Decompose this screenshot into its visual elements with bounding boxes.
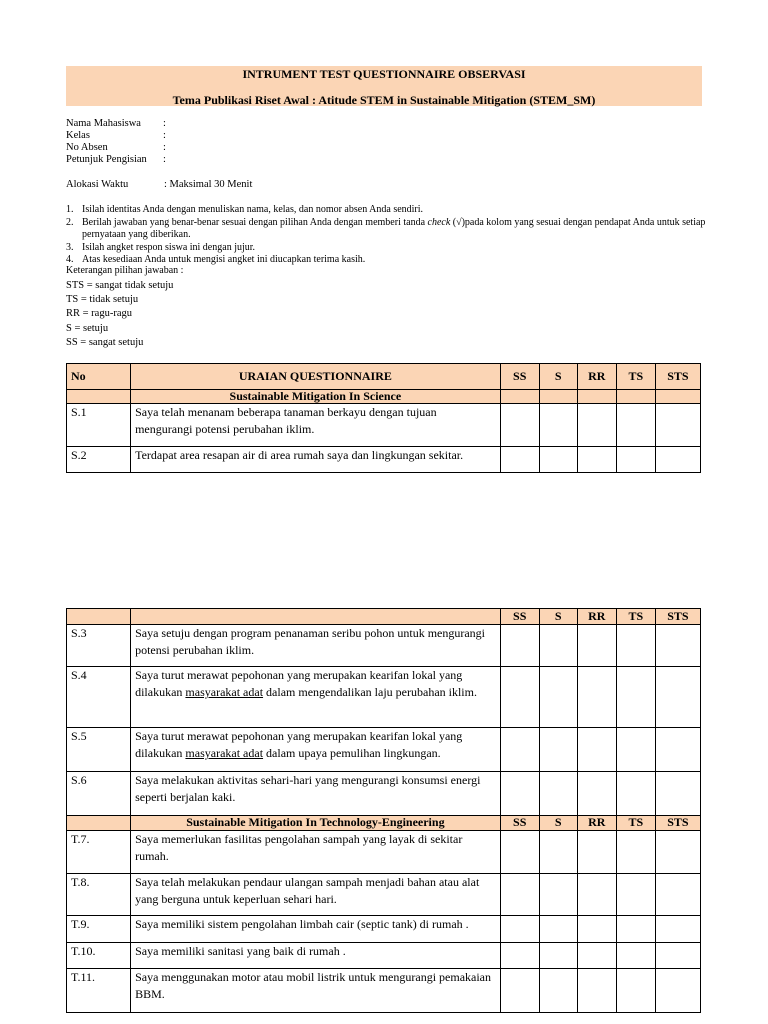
identity-colon: :	[163, 118, 166, 129]
col-header-rr: RR	[577, 609, 616, 625]
answer-cell-sts[interactable]	[655, 728, 700, 772]
table-row	[67, 874, 701, 916]
answer-cell-sts[interactable]	[655, 667, 700, 728]
answer-cell-ts[interactable]	[616, 447, 655, 473]
table-header-row	[67, 609, 701, 625]
table-row	[67, 969, 701, 1013]
col-header-rr: RR	[577, 816, 616, 831]
answer-cell-ss[interactable]	[500, 728, 539, 772]
answer-cell-s[interactable]	[539, 969, 577, 1013]
section-row	[67, 816, 701, 831]
answer-cell-ss[interactable]	[500, 667, 539, 728]
answer-cell-ss[interactable]	[500, 831, 539, 874]
row-statement: Saya telah melakukan pendaur ulangan sampah menjadi bahan atau alat yang berguna untuk keperluan sehari hari.	[131, 874, 501, 916]
answer-cell-ts[interactable]	[616, 874, 655, 916]
answer-cell-rr[interactable]	[577, 969, 616, 1013]
answer-cell-sts[interactable]	[655, 404, 700, 447]
answer-cell-ts[interactable]	[616, 667, 655, 728]
col-header-description: URAIAN QUESTIONNAIRE	[131, 364, 501, 390]
answer-cell-rr[interactable]	[577, 943, 616, 969]
answer-cell-rr[interactable]	[577, 667, 616, 728]
legend-item: S = setuju	[66, 323, 109, 334]
section-empty-cell	[67, 390, 131, 404]
questionnaire-table-1	[66, 363, 701, 473]
col-header-s: S	[539, 609, 577, 625]
row-number: T.8.	[67, 874, 131, 916]
row-number: S.4	[67, 667, 131, 728]
answer-cell-ss[interactable]	[500, 943, 539, 969]
col-header-sts: STS	[655, 816, 700, 831]
answer-cell-ss[interactable]	[500, 404, 539, 447]
col-header-no: No	[67, 364, 131, 390]
questionnaire-table-2	[66, 608, 701, 1013]
answer-cell-ts[interactable]	[616, 404, 655, 447]
col-header-rr: RR	[577, 364, 616, 390]
identity-field-class	[66, 130, 166, 142]
instruction-number: 2.	[66, 216, 74, 228]
row-number: T.10.	[67, 943, 131, 969]
legend-item: STS = sangat tidak setuju	[66, 280, 174, 291]
section-empty-cell	[655, 390, 700, 404]
allocation-label: Alokasi Waktu	[66, 179, 129, 190]
instruction-number: 1.	[66, 204, 74, 215]
answer-cell-sts[interactable]	[655, 831, 700, 874]
row-statement: Saya telah menanam beberapa tanaman berkayu dengan tujuan mengurangi potensi perubahan iklim.	[131, 404, 501, 447]
statement-part: Saya turut merawat pepohonan yang merupakan kearifan lokal yang dilakukan	[135, 668, 463, 699]
document-header	[66, 66, 702, 106]
section-empty-cell	[616, 390, 655, 404]
answer-cell-ts[interactable]	[616, 625, 655, 667]
table-row	[67, 404, 701, 447]
row-statement: Saya memiliki sanitasi yang baik di rumah .	[131, 943, 501, 969]
legend-item: SS = sangat setuju	[66, 337, 144, 348]
table-row	[67, 772, 701, 816]
section-title: Sustainable Mitigation In Technology-Engineering	[131, 816, 501, 831]
answer-cell-rr[interactable]	[577, 447, 616, 473]
col-header-sts: STS	[655, 609, 700, 625]
instruction-item	[66, 242, 706, 255]
identity-label: No Absen	[66, 142, 108, 153]
col-header-ts: TS	[616, 609, 655, 625]
answer-cell-s[interactable]	[539, 831, 577, 874]
header-empty-cell	[131, 609, 501, 625]
identity-field-name	[66, 118, 166, 130]
row-statement: Terdapat area resapan air di area rumah saya dan lingkungan sekitar.	[131, 447, 501, 473]
instruction-text: Isilah identitas Anda dengan menuliskan nama, kelas, dan nomor absen Anda sendiri.	[82, 204, 424, 215]
identity-colon: :	[163, 142, 166, 153]
row-number: S.1	[67, 404, 131, 447]
answer-cell-ss[interactable]	[500, 772, 539, 816]
instruction-item	[66, 204, 706, 217]
answer-cell-s[interactable]	[539, 447, 577, 473]
answer-cell-sts[interactable]	[655, 943, 700, 969]
table-row	[67, 728, 701, 772]
answer-cell-sts[interactable]	[655, 874, 700, 916]
instruction-number: 3.	[66, 241, 74, 253]
answer-cell-sts[interactable]	[655, 772, 700, 816]
instruction-text-part: (√)pada kolom yang sesuai dengan pendapat Anda untuk setiap pernyataan yang diberikan.	[82, 216, 706, 241]
allocation-value: : Maksimal 30 Menit	[164, 179, 253, 190]
statement-underlined: masyarakat adat	[185, 746, 264, 760]
row-number: S.2	[67, 447, 131, 473]
instruction-text-part: Berilah jawaban yang benar-benar sesuai dengan pilihan Anda dengan memberi tanda	[82, 216, 428, 228]
statement-part: dalam mengendalikan laju perubahan iklim.	[263, 685, 477, 699]
col-header-ss: SS	[500, 609, 539, 625]
row-statement: Saya memiliki sistem pengolahan limbah cair (septic tank) di rumah .	[131, 916, 501, 943]
section-empty-cell	[500, 390, 539, 404]
identity-label: Nama Mahasiswa	[66, 118, 141, 129]
row-statement: Saya setuju dengan program penanaman seribu pohon untuk mengurangi potensi perubahan iklim.	[131, 625, 501, 667]
section-row	[67, 390, 701, 404]
row-statement	[131, 667, 501, 728]
answer-cell-rr[interactable]	[577, 404, 616, 447]
document-subtitle: Tema Publikasi Riset Awal : Atitude STEM in Sustainable Mitigation (STEM_SM)	[172, 93, 596, 107]
statement-part: Saya turut merawat pepohonan yang merupakan kearifan lokal yang dilakukan	[135, 729, 463, 760]
answer-cell-sts[interactable]	[655, 916, 700, 943]
instruction-text: Isilah angket respon siswa ini dengan jujur.	[82, 241, 256, 253]
identity-label: Petunjuk Pengisian	[66, 154, 147, 165]
answer-cell-ts[interactable]	[616, 772, 655, 816]
identity-field-instructions	[66, 154, 166, 166]
answer-cell-s[interactable]	[539, 728, 577, 772]
identity-colon: :	[163, 130, 166, 141]
instruction-text	[82, 217, 706, 242]
answer-cell-rr[interactable]	[577, 874, 616, 916]
row-number: S.5	[67, 728, 131, 772]
col-header-sts: STS	[655, 364, 700, 390]
table-row	[67, 667, 701, 728]
answer-cell-ts[interactable]	[616, 728, 655, 772]
answer-cell-ts[interactable]	[616, 831, 655, 874]
instruction-item	[66, 217, 706, 242]
answer-cell-sts[interactable]	[655, 625, 700, 667]
instruction-text: Atas kesediaan Anda untuk mengisi angket ini diucapkan terima kasih.	[82, 254, 366, 266]
answer-cell-rr[interactable]	[577, 772, 616, 816]
instruction-emphasis: check	[427, 216, 451, 228]
row-statement: Saya menggunakan motor atau mobil listrik untuk mengurangi pemakaian BBM.	[131, 969, 501, 1013]
answer-cell-ss[interactable]	[500, 447, 539, 473]
statement-underlined: masyarakat adat	[185, 685, 264, 699]
row-number: T.7.	[67, 831, 131, 874]
row-number: S.3	[67, 625, 131, 667]
row-number: S.6	[67, 772, 131, 816]
answer-cell-ss[interactable]	[500, 874, 539, 916]
section-empty-cell	[577, 390, 616, 404]
identity-colon: :	[163, 154, 166, 165]
legend-item: TS = tidak setuju	[66, 294, 139, 305]
table-row	[67, 943, 701, 969]
answer-cell-ts[interactable]	[616, 969, 655, 1013]
table-row	[67, 831, 701, 874]
col-header-ss: SS	[500, 364, 539, 390]
answer-cell-rr[interactable]	[577, 831, 616, 874]
legend-title: Keterangan pilihan jawaban :	[66, 265, 184, 276]
instruction-number: 4.	[66, 254, 74, 266]
answer-cell-ss[interactable]	[500, 969, 539, 1013]
table-row	[67, 916, 701, 943]
document-title: INTRUMENT TEST QUESTIONNAIRE OBSERVASI	[242, 67, 526, 81]
col-header-ts: TS	[616, 364, 655, 390]
row-statement: Saya memerlukan fasilitas pengolahan sampah yang layak di sekitar rumah.	[131, 831, 501, 874]
answer-cell-sts[interactable]	[655, 969, 700, 1013]
statement-part: dalam upaya pemulihan lingkungan.	[263, 746, 441, 760]
row-number: T.9.	[67, 916, 131, 943]
row-statement	[131, 728, 501, 772]
row-number: T.11.	[67, 969, 131, 1013]
answer-cell-ts[interactable]	[616, 943, 655, 969]
answer-cell-s[interactable]	[539, 916, 577, 943]
col-header-ts: TS	[616, 816, 655, 831]
table-header-row	[67, 364, 701, 390]
col-header-s: S	[539, 364, 577, 390]
answer-cell-s[interactable]	[539, 874, 577, 916]
table-row	[67, 447, 701, 473]
answer-cell-s[interactable]	[539, 943, 577, 969]
answer-cell-rr[interactable]	[577, 916, 616, 943]
answer-cell-s[interactable]	[539, 772, 577, 816]
instructions-list	[66, 204, 706, 267]
table-row	[67, 625, 701, 667]
answer-cell-ts[interactable]	[616, 916, 655, 943]
col-header-ss: SS	[500, 816, 539, 831]
identity-field-absen	[66, 142, 166, 154]
row-statement: Saya melakukan aktivitas sehari-hari yang mengurangi konsumsi energi seperti berjalan kaki.	[131, 772, 501, 816]
answer-cell-ss[interactable]	[500, 916, 539, 943]
answer-cell-s[interactable]	[539, 404, 577, 447]
legend-item: RR = ragu-ragu	[66, 308, 132, 319]
answer-cell-sts[interactable]	[655, 447, 700, 473]
identity-label: Kelas	[66, 130, 90, 141]
answer-cell-s[interactable]	[539, 625, 577, 667]
answer-cell-ss[interactable]	[500, 625, 539, 667]
answer-cell-rr[interactable]	[577, 625, 616, 667]
col-header-s: S	[539, 816, 577, 831]
section-title: Sustainable Mitigation In Science	[131, 390, 501, 404]
header-empty-cell	[67, 609, 131, 625]
section-empty-cell	[539, 390, 577, 404]
section-empty-cell	[67, 816, 131, 831]
answer-cell-rr[interactable]	[577, 728, 616, 772]
time-allocation	[66, 179, 252, 190]
answer-cell-s[interactable]	[539, 667, 577, 728]
